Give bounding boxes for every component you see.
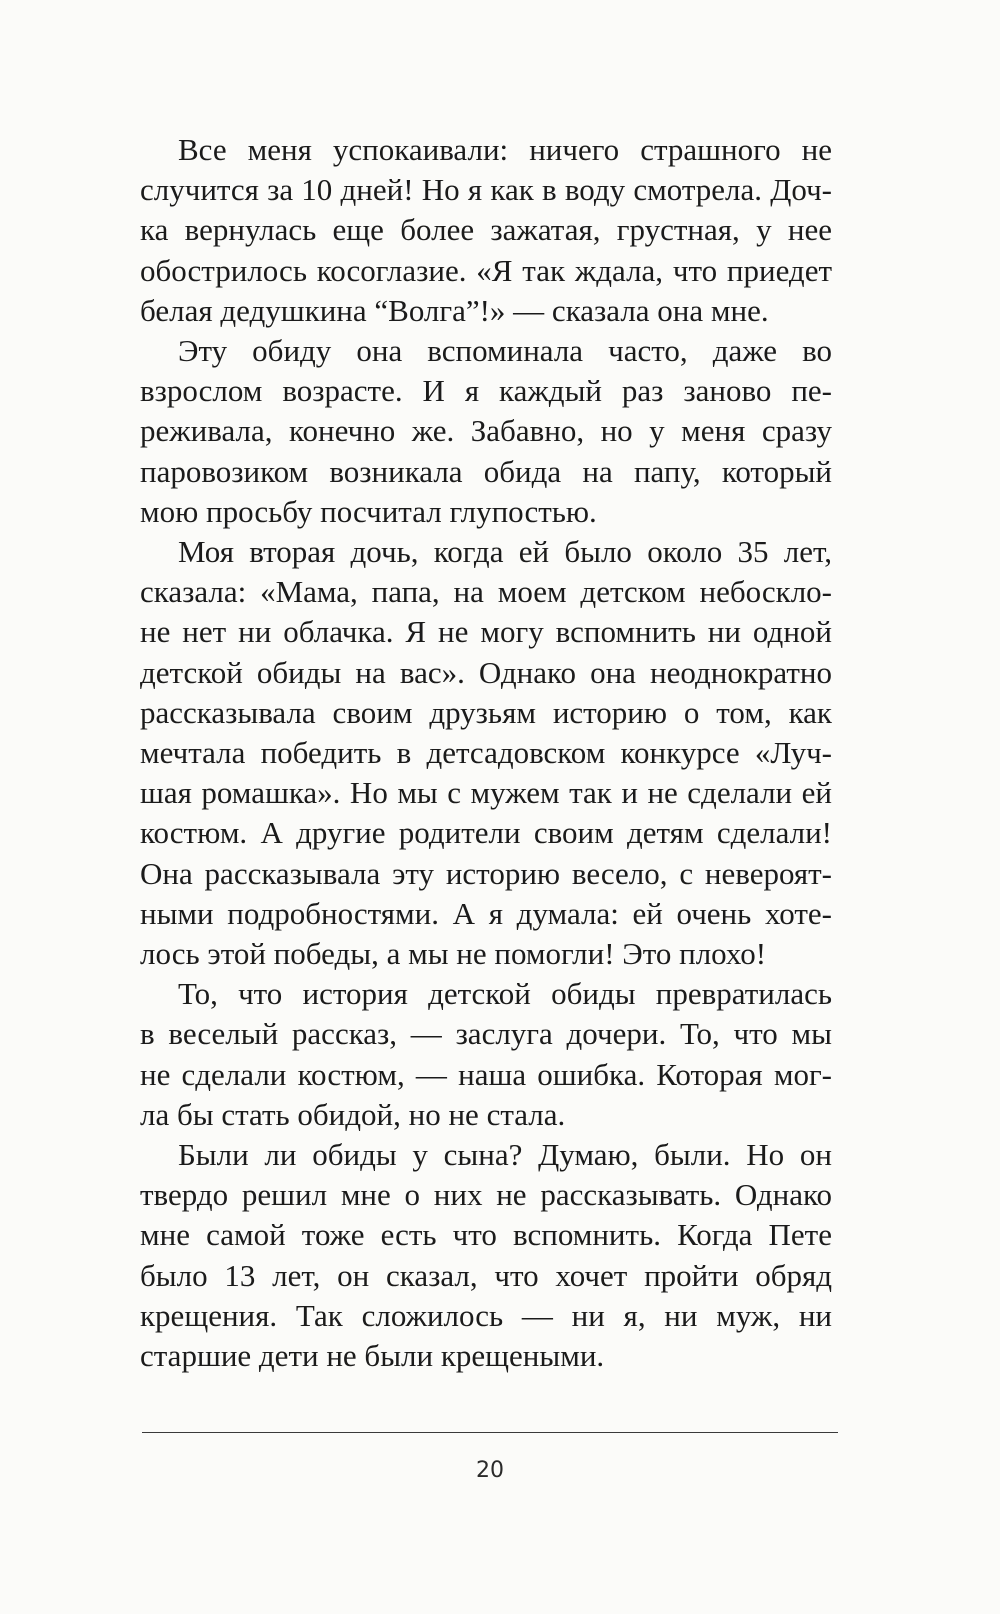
- text-line: ка вернулась еще более зажатая, грустная, у нее: [140, 212, 832, 248]
- text-line: детской обиды на вас». Однако она неоднократно: [140, 654, 832, 690]
- paragraph: [140, 130, 832, 331]
- text-line: не нет ни облачка. Я не могу вспомнить ни одной: [140, 614, 832, 650]
- page-number: 20: [476, 1458, 504, 1483]
- text-line: не сделали костюм, — наша ошибка. Которая мог-: [140, 1056, 832, 1092]
- text-line: паровозиком возникала обида на папу, который: [140, 453, 832, 489]
- text-line: шая ромашка». Но мы с мужем так и не сделали ей: [140, 775, 832, 811]
- text-line: Моя вторая дочь, когда ей было около 35 лет,: [178, 534, 832, 570]
- text-line: ными подробностями. А я думала: ей очень хоте-: [140, 895, 832, 931]
- text-line: сказала: «Мама, папа, на моем детском небоскло-: [140, 574, 832, 610]
- text-line: было 13 лет, он сказал, что хочет пройти обряд: [140, 1257, 832, 1293]
- text-line: случится за 10 дней! Но я как в воду смотрела. Доч-: [140, 172, 832, 208]
- paragraph: [140, 1135, 832, 1376]
- body-text: [140, 130, 832, 1376]
- paragraph: [140, 532, 832, 974]
- text-line: мне самой тоже есть что вспомнить. Когда Пете: [140, 1217, 832, 1253]
- footer-divider: [142, 1432, 838, 1433]
- text-line: реживала, конечно же. Забавно, но у меня сразу: [140, 413, 832, 449]
- text-line: костюм. А другие родители своим детям сделали!: [140, 815, 832, 851]
- text-line: мечтала победить в детсадовском конкурсе «Луч-: [140, 735, 832, 771]
- text-line: Все меня успокаивали: ничего страшного не: [178, 132, 832, 167]
- text-line: Она рассказывала эту историю весело, с невероят-: [140, 855, 832, 891]
- text-line: в веселый рассказ, — заслуга дочери. То, что мы: [140, 1016, 832, 1052]
- paragraph: [140, 974, 832, 1135]
- text-line: рассказывала своим друзьям историю о том, как: [140, 694, 832, 730]
- text-line: ла бы стать обидой, но не стала.: [140, 1096, 566, 1132]
- text-line: мою просьбу посчитал глупостью.: [140, 493, 597, 529]
- text-line: лось этой победы, а мы не помогли! Это плохо!: [140, 936, 767, 972]
- text-line: То, что история детской обиды превратилась: [178, 976, 832, 1012]
- text-line: старшие дети не были крещеными.: [140, 1338, 605, 1374]
- text-line: обострилось косоглазие. «Я так ждала, что приедет: [140, 252, 832, 288]
- text-line: крещения. Так сложилось — ни я, ни муж, ни: [140, 1297, 832, 1333]
- text-line: взрослом возрасте. И я каждый раз заново пе-: [140, 373, 832, 409]
- text-line: Эту обиду она вспоминала часто, даже во: [178, 333, 832, 369]
- paragraph: [140, 331, 832, 532]
- text-line: твердо решил мне о них не рассказывать. Однако: [140, 1177, 832, 1213]
- text-line: белая дедушкина “Волга”!» — сказала она мне.: [140, 292, 769, 328]
- text-line: Были ли обиды у сына? Думаю, были. Но он: [178, 1137, 832, 1173]
